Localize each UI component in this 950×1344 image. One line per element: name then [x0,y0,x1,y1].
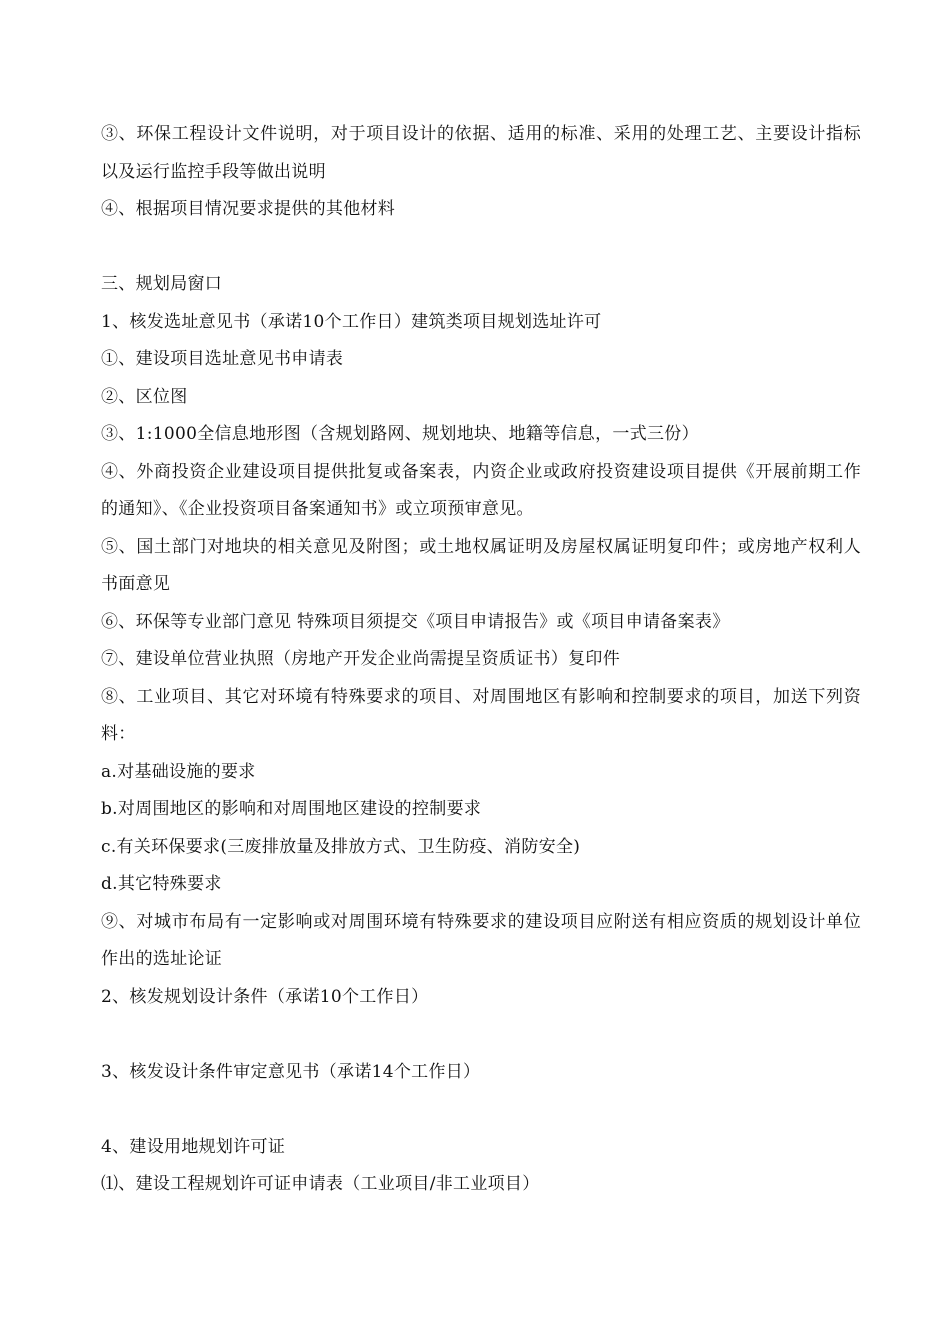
document-page [101,116,861,1204]
list-item: ⑥、环保等专业部门意见 特殊项目须提交《项目申请报告》或《项目申请备案表》 [101,611,730,632]
subsection-title-2: 2、核发规划设计条件（承诺10个工作日） [101,986,429,1007]
env-item-4: ④、根据项目情况要求提供的其他材料 [101,199,396,219]
list-item: ⑤、国土部门对地块的相关意见及附图；或土地权属证明及房屋权属证明复印件；或房地产权利人书面意见 [101,536,861,594]
sub-list-item: d.其它特殊要求 [101,874,222,894]
section-heading: 三、规划局窗口 [101,274,223,294]
sub-list-item: c.有关环保要求(三废排放量及排放方式、卫生防疫、消防安全) [101,836,581,857]
subsection-title-4: 4、建设用地规划许可证 [101,1136,286,1157]
list-item: ①、建设项目选址意见书申请表 [101,349,344,369]
spacer [101,229,861,267]
env-item-3: ③、环保工程设计文件说明，对于项目设计的依据、适用的标准、采用的处理工艺、主要设计指标以及运行监控手段等做出说明 [101,124,861,182]
list-item: ④、外商投资企业建设项目提供批复或备案表，内资企业或政府投资建设项目提供《开展前期工作的通知》、《企业投资项目备案通知书》或立项预审意见。 [101,461,861,519]
list-item: ⑨、对城市布局有一定影响或对周围环境有特殊要求的建设项目应附送有相应资质的规划设计单位作出的选址论证 [101,911,861,969]
subsection-title-3: 3、核发设计条件审定意见书（承诺14个工作日） [101,1061,481,1082]
list-item: ⑦、建设单位营业执照（房地产开发企业尚需提呈资质证书）复印件 [101,649,620,669]
list-item: ⑴、建设工程规划许可证申请表（工业项目/非工业项目） [101,1174,540,1194]
subsection-title-1: 1、核发选址意见书（承诺10个工作日）建筑类项目规划选址许可 [101,311,602,332]
list-item: ⑧、工业项目、其它对环境有特殊要求的项目、对周围地区有影响和控制要求的项目，加送下列资料： [101,686,861,744]
sub-list-item: b.对周围地区的影响和对周围地区建设的控制要求 [101,799,482,819]
list-item: ③、1:1000全信息地形图（含规划路网、规划地块、地籍等信息，一式三份） [101,424,699,444]
sub-list-item: a.对基础设施的要求 [101,761,256,782]
list-item: ②、区位图 [101,386,188,407]
spacer [101,1016,861,1054]
spacer [101,1091,861,1129]
